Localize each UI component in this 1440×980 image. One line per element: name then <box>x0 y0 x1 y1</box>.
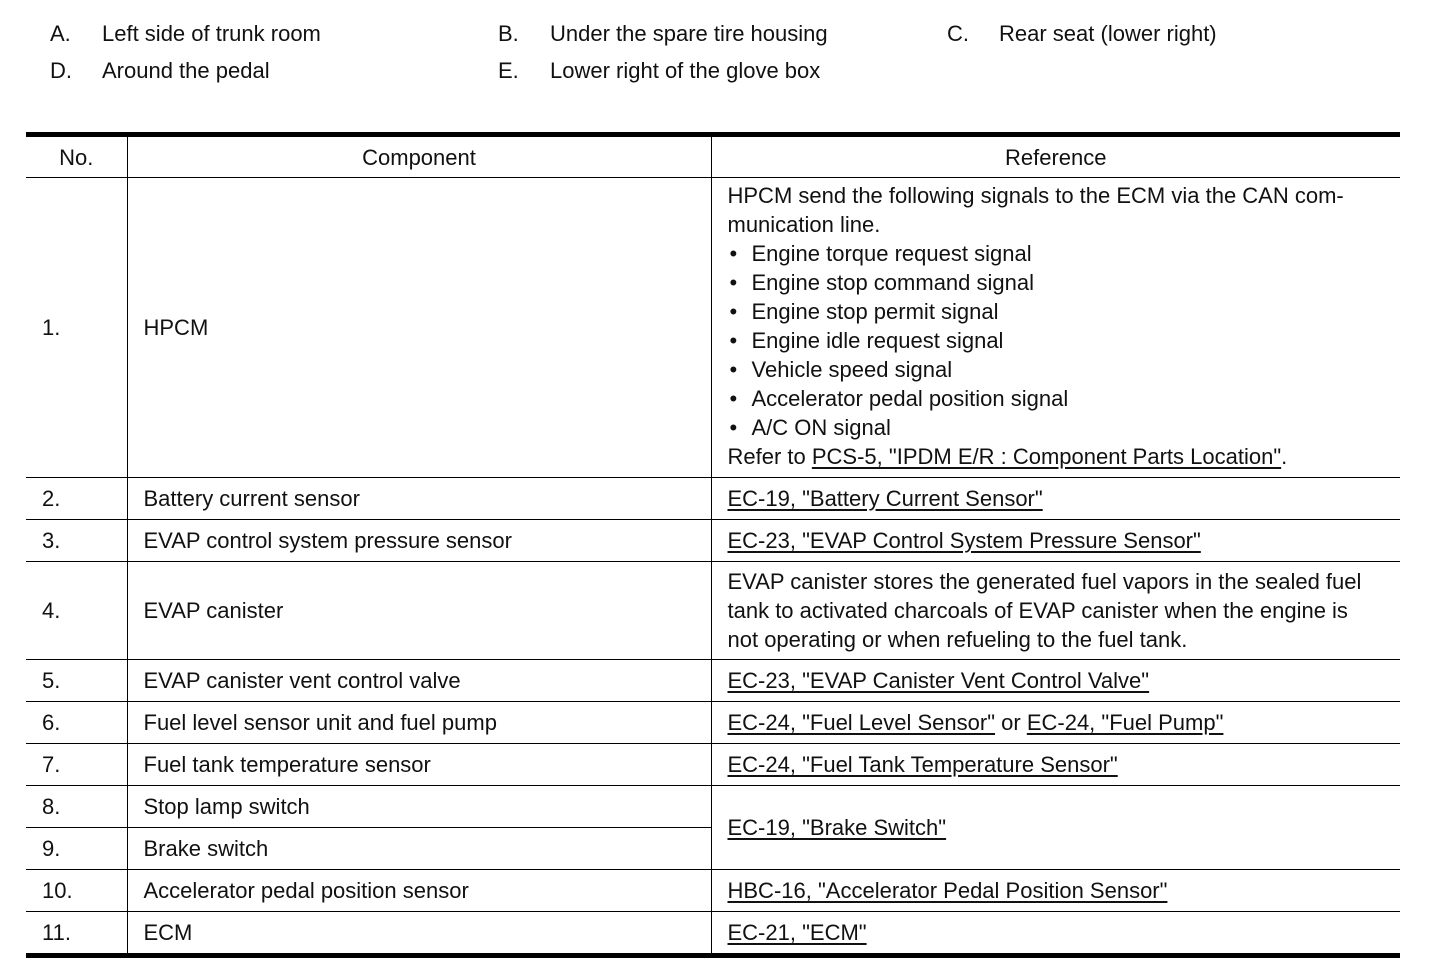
bullet-icon: • <box>729 328 738 353</box>
reference-link[interactable]: EC-19, "Brake Switch" <box>727 815 947 840</box>
reference-cell <box>711 744 1400 786</box>
row-number: 2. <box>26 478 127 520</box>
row-number: 7. <box>26 744 127 786</box>
legend-text: Under the spare tire housing <box>550 21 828 46</box>
legend-key: E. <box>498 58 519 83</box>
table-row <box>26 786 1400 828</box>
header-no: No. <box>26 135 127 178</box>
legend-key: D. <box>50 58 72 83</box>
signal-name: Engine idle request signal <box>751 328 1004 353</box>
table-row <box>26 744 1400 786</box>
signal-list-item <box>728 297 1391 326</box>
table-row <box>26 520 1400 562</box>
legend-key: C. <box>947 21 969 46</box>
bullet-icon: • <box>729 241 738 266</box>
reference-text: tank to activated charcoals of EVAP canister when the engine is <box>727 598 1348 623</box>
signal-name: Engine stop permit signal <box>751 299 999 324</box>
component-name: HPCM <box>127 178 711 478</box>
header-component: Component <box>127 135 711 178</box>
legend-text: Lower right of the glove box <box>550 58 821 83</box>
component-name: Battery current sensor <box>127 478 711 520</box>
reference-cell <box>711 702 1400 744</box>
legend-text: Around the pedal <box>102 58 270 83</box>
component-name: Fuel tank temperature sensor <box>127 744 711 786</box>
row-number: 8. <box>26 786 127 828</box>
legend-key: A. <box>50 21 71 46</box>
legend-text: Left side of trunk room <box>102 21 321 46</box>
table-row <box>26 478 1400 520</box>
reference-link[interactable]: EC-19, "Battery Current Sensor" <box>727 486 1043 511</box>
signal-list-item <box>728 355 1391 384</box>
bullet-icon: • <box>729 299 738 324</box>
reference-text: not operating or when refueling to the fuel tank. <box>727 627 1188 652</box>
component-name: ECM <box>127 912 711 956</box>
bullet-icon: • <box>729 357 738 382</box>
reference-cell <box>711 660 1400 702</box>
legend-key: B. <box>498 21 519 46</box>
reference-text: munication line. <box>727 212 881 237</box>
row-number: 5. <box>26 660 127 702</box>
row-number: 9. <box>26 828 127 870</box>
row-number: 4. <box>26 562 127 660</box>
table-row <box>26 660 1400 702</box>
component-name: EVAP canister vent control valve <box>127 660 711 702</box>
component-name: Fuel level sensor unit and fuel pump <box>127 702 711 744</box>
reference-link[interactable]: HBC-16, "Accelerator Pedal Position Sensor" <box>727 878 1168 903</box>
bullet-icon: • <box>729 270 738 295</box>
reference-cell <box>711 178 1400 478</box>
row-number: 1. <box>26 178 127 478</box>
component-name: EVAP canister <box>127 562 711 660</box>
refer-line <box>728 442 1391 471</box>
refer-prefix: Refer to <box>727 444 812 469</box>
location-legend <box>0 0 1440 100</box>
bullet-icon: • <box>729 415 738 440</box>
reference-cell <box>711 786 1400 870</box>
table-row <box>26 912 1400 956</box>
signal-name: Engine stop command signal <box>751 270 1034 295</box>
refer-suffix: . <box>1281 444 1288 469</box>
bullet-icon: • <box>729 386 738 411</box>
row-number: 6. <box>26 702 127 744</box>
row-number: 11. <box>26 912 127 956</box>
signal-list-item <box>728 384 1391 413</box>
signal-list-item <box>728 326 1391 355</box>
reference-text: EVAP canister stores the generated fuel vapors in the sealed fuel <box>727 569 1362 594</box>
table-row <box>26 870 1400 912</box>
table-header-row <box>26 135 1400 178</box>
reference-link[interactable]: EC-23, "EVAP Control System Pressure Sensor" <box>727 528 1201 553</box>
legend-text: Rear seat (lower right) <box>999 21 1217 46</box>
reference-link[interactable]: EC-24, "Fuel Tank Temperature Sensor" <box>727 752 1118 777</box>
signal-name: Engine torque request signal <box>751 241 1032 266</box>
reference-link[interactable]: EC-23, "EVAP Canister Vent Control Valve" <box>727 668 1150 693</box>
table-row <box>26 702 1400 744</box>
reference-cell <box>711 562 1400 660</box>
reference-link[interactable]: EC-21, "ECM" <box>727 920 867 945</box>
row-number: 3. <box>26 520 127 562</box>
signal-name: Accelerator pedal position signal <box>751 386 1069 411</box>
row-number: 10. <box>26 870 127 912</box>
header-reference: Reference <box>711 135 1400 178</box>
signal-name: Vehicle speed signal <box>751 357 953 382</box>
reference-cell <box>711 912 1400 956</box>
reference-cell <box>711 520 1400 562</box>
component-name: Brake switch <box>127 828 711 870</box>
component-name: Accelerator pedal position sensor <box>127 870 711 912</box>
reference-joiner: or <box>995 710 1027 735</box>
table-row <box>26 562 1400 660</box>
signal-list-item <box>728 413 1391 442</box>
reference-cell <box>711 870 1400 912</box>
signal-list-item <box>728 239 1391 268</box>
component-parts-table <box>26 132 1400 958</box>
reference-cell <box>711 478 1400 520</box>
reference-text: HPCM send the following signals to the ECM via the CAN com- <box>727 183 1344 208</box>
signal-list-item <box>728 268 1391 297</box>
table-row <box>26 178 1400 478</box>
reference-link[interactable]: PCS-5, "IPDM E/R : Component Parts Location" <box>811 444 1282 469</box>
reference-link[interactable]: EC-24, "Fuel Level Sensor" <box>727 710 996 735</box>
component-name: EVAP control system pressure sensor <box>127 520 711 562</box>
reference-link[interactable]: EC-24, "Fuel Pump" <box>1026 710 1224 735</box>
signal-name: A/C ON signal <box>751 415 891 440</box>
component-name: Stop lamp switch <box>127 786 711 828</box>
